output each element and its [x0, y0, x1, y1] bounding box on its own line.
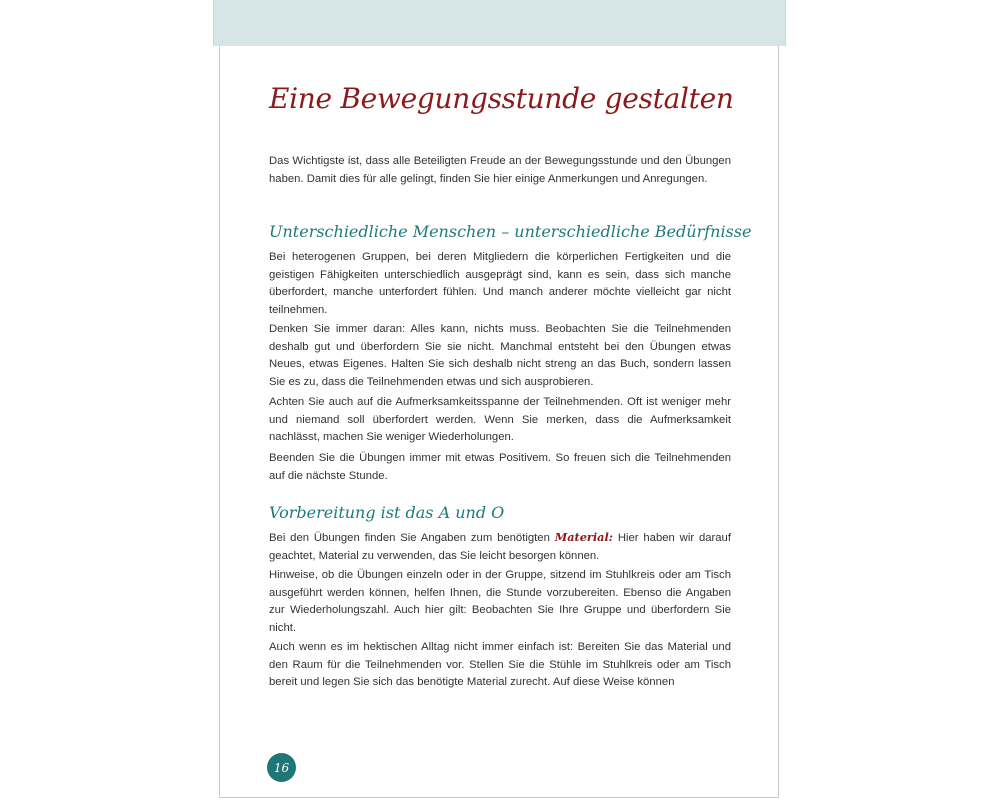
section2-p1-block: [269, 529, 731, 565]
section1-paragraph-1: Bei heterogenen Gruppen, bei deren Mitgliedern die körperlichen Fertigkeiten und die geistigen Fähigkeiten unterschiedlich ausgeprägt sind, kann es sein, dass sich manche überfordert, manche unterfordert fühlen. Und manch anderer möchte vielleicht gar nicht teilnehmen.: [269, 251, 731, 316]
section1-paragraph-2: Denken Sie immer daran: Alles kann, nichts muss. Beobachten Sie die Teilnehmenden deshalb gut und überfordern Sie sie nicht. Manchmal entsteht bei den Übungen etwas Neues, etwas Eigenes. Halten Sie sich deshalb nicht streng an das Buch, sondern lassen Sie es zu, dass die Teilnehmenden etwas und sich ausprobieren.: [269, 323, 731, 388]
section2-p1-text-after: Hier haben wir darauf geachtet, Material zu verwenden, das Sie leicht besorgen können.: [269, 532, 731, 562]
section2-p2-block: [269, 567, 731, 637]
intro-paragraph: Das Wichtigste ist, dass alle Beteiligten Freude an der Bewegungsstunde und den Übungen haben. Damit dies für alle gelingt, finden Sie hier einige Anmerkungen und Anregungen.: [269, 155, 731, 185]
intro-block: [269, 153, 731, 188]
section1-p4-block: [269, 450, 731, 485]
section2-p3-block: [269, 639, 731, 692]
section2-paragraph-1: [269, 529, 731, 565]
material-term: Material:: [554, 530, 613, 544]
section2-paragraph-2: Hinweise, ob die Übungen einzeln oder in der Gruppe, sitzend im Stuhlkreis oder am Tisch ausgeführt werden können, helfen Ihnen, die Stunde vorzubereiten. Ebenso die Angaben zur Wiederholungszahl. Auch hier gilt: Beobachten Sie Ihre Gruppe und überfordern Sie nicht.: [269, 569, 731, 634]
section1-paragraph-3: Achten Sie auch auf die Aufmerksamkeitsspanne der Teilnehmenden. Oft ist weniger mehr und niemand soll überfordert werden. Wenn Sie merken, dass die Aufmerksamkeit nachlässt, machen Sie weniger Wiederholungen.: [269, 396, 731, 443]
section1-heading: Unterschiedliche Menschen – unterschiedliche Bedürfnisse: [269, 222, 752, 241]
section2-paragraph-3: Auch wenn es im hektischen Alltag nicht immer einfach ist: Bereiten Sie das Material und den Raum für die Teilnehmenden vor. Stellen Sie die Stühle im Stuhlkreis oder am Tisch bereit und legen Sie sich das benötigte Material zurecht. Auf diese Weise können: [269, 641, 731, 688]
section2-heading: Vorbereitung ist das A und O: [269, 503, 505, 522]
section2-p1-text-before: Bei den Übungen finden Sie Angaben zum benötigten: [269, 532, 555, 544]
page-title: Eine Bewegungsstunde gestalten: [269, 82, 734, 115]
section1-paragraph-4: Beenden Sie die Übungen immer mit etwas Positivem. So freuen sich die Teilnehmenden auf die nächste Stunde.: [269, 452, 731, 482]
section1-p1-block: [269, 249, 731, 319]
page-number-badge: 16: [267, 753, 296, 782]
section1-p2-block: [269, 321, 731, 391]
page-header-band: [213, 0, 786, 46]
section1-p3-block: [269, 394, 731, 447]
